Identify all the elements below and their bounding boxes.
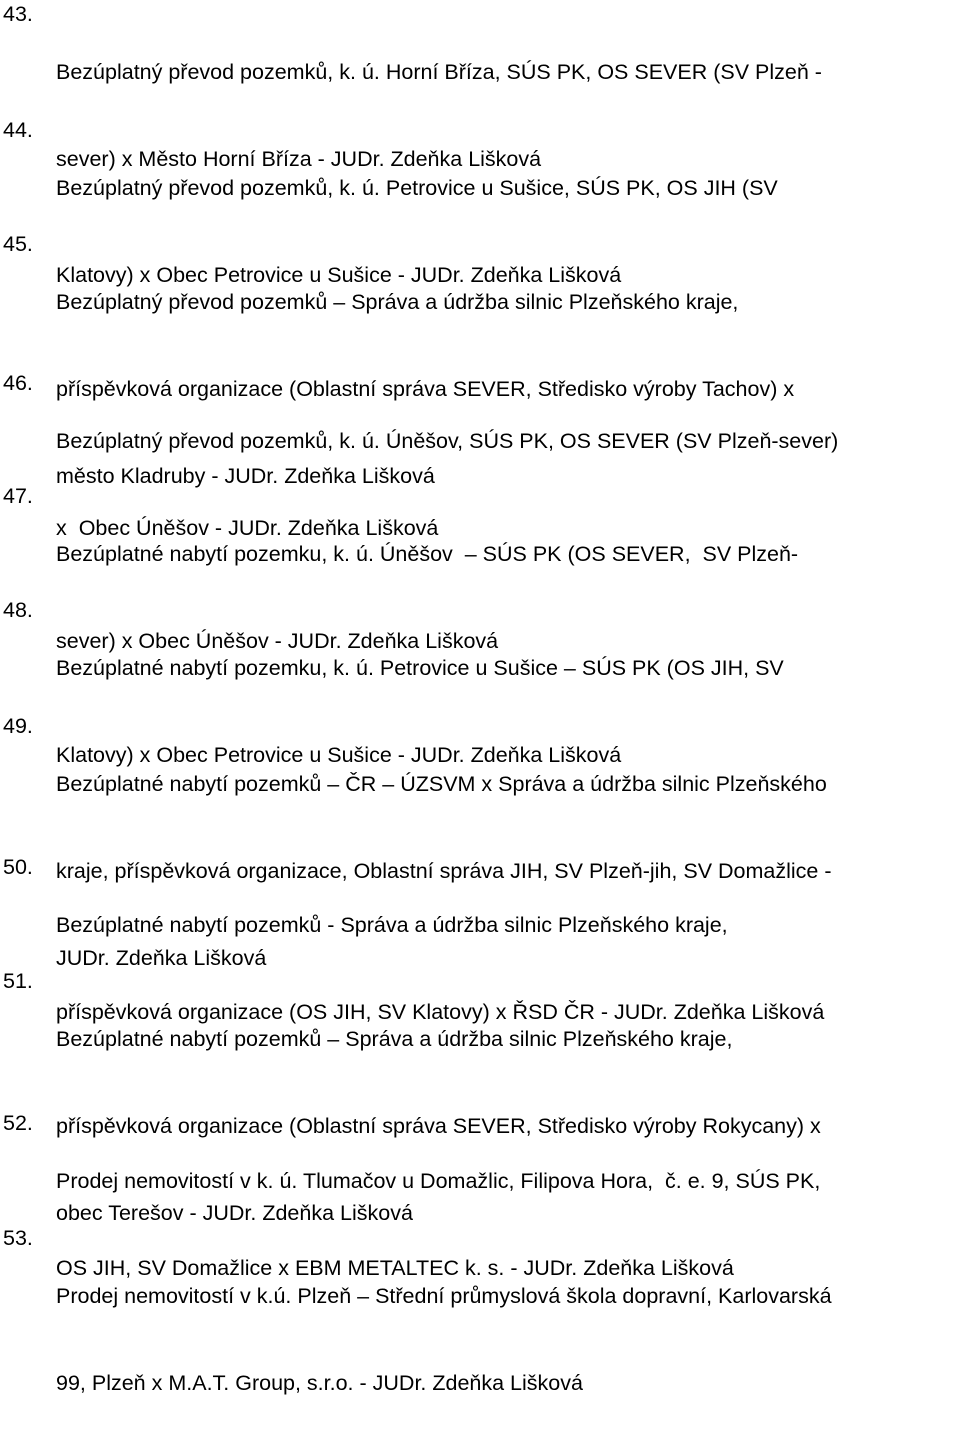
item-number: 49. <box>3 714 33 738</box>
item-text-line: Bezúplatné nabytí pozemku, k. ú. Petrovice u Sušice – SÚS PK (OS JIH, SV <box>56 656 784 680</box>
item-number: 47. <box>3 484 33 508</box>
item-text-line: obec Terešov - JUDr. Zdeňka Lišková <box>56 1201 413 1225</box>
list-item <box>0 1224 960 1456</box>
item-text-line: příspěvková organizace (OS JIH, SV Klatovy) x ŘSD ČR - JUDr. Zdeňka Lišková <box>56 1000 825 1024</box>
item-text-line: město Kladruby - JUDr. Zdeňka Lišková <box>56 464 435 488</box>
item-number: 44. <box>3 118 33 142</box>
item-text-line: Bezúplatný převod pozemků, k. ú. Úněšov, SÚS PK, OS SEVER (SV Plzeň-sever) <box>56 429 839 453</box>
item-text-line: Bezúplatné nabytí pozemků – Správa a údržba silnic Plzeňského kraje, <box>56 1027 733 1051</box>
item-number: 45. <box>3 232 33 256</box>
item-text-line: Bezúplatný převod pozemků – Správa a údržba silnic Plzeňského kraje, <box>56 290 739 314</box>
item-text <box>56 1224 956 1456</box>
item-text-line: x Obec Úněšov - JUDr. Zdeňka Lišková <box>56 516 439 540</box>
item-text-line: Bezúplatné nabytí pozemků – ČR – ÚZSVM x Správa a údržba silnic Plzeňského <box>56 772 827 796</box>
item-text-line: Prodej nemovitostí v k. ú. Tlumačov u Domažlic, Filipova Hora, č. e. 9, SÚS PK, <box>56 1169 821 1193</box>
item-text-line: Bezúplatný převod pozemků, k. ú. Petrovice u Sušice, SÚS PK, OS JIH (SV <box>56 176 778 200</box>
item-text-line: Klatovy) x Obec Petrovice u Sušice - JUDr. Zdeňka Lišková <box>56 743 622 767</box>
item-text-line: 99, Plzeň x M.A.T. Group, s.r.o. - JUDr. Zdeňka Lišková <box>56 1371 583 1395</box>
item-number: 46. <box>3 371 33 395</box>
item-number: 43. <box>3 2 33 26</box>
item-text-line: příspěvková organizace (Oblastní správa SEVER, Středisko výroby Tachov) x <box>56 377 795 401</box>
item-text-line: OS JIH, SV Domažlice x EBM METALTEC k. s. - JUDr. Zdeňka Lišková <box>56 1256 734 1280</box>
item-text-line: kraje, příspěvková organizace, Oblastní správa JIH, SV Plzeň-jih, SV Domažlice - <box>56 859 832 883</box>
item-number: 51. <box>3 969 33 993</box>
item-text-line: Klatovy) x Obec Petrovice u Sušice - JUDr. Zdeňka Lišková <box>56 263 622 287</box>
item-text-line: sever) x Město Horní Bříza - JUDr. Zdeňka Lišková <box>56 147 542 171</box>
item-text-line: JUDr. Zdeňka Lišková <box>56 946 267 970</box>
item-text-line: Bezúplatné nabytí pozemků - Správa a údržba silnic Plzeňského kraje, <box>56 913 728 937</box>
item-text-line: Bezúplatné nabytí pozemku, k. ú. Úněšov – SÚS PK (OS SEVER, SV Plzeň- <box>56 542 799 566</box>
item-text-line: příspěvková organizace (Oblastní správa SEVER, Středisko výroby Rokycany) x <box>56 1114 821 1138</box>
item-text-line: Bezúplatný převod pozemků, k. ú. Horní Bříza, SÚS PK, OS SEVER (SV Plzeň - <box>56 60 822 84</box>
item-number: 52. <box>3 1111 33 1135</box>
item-number: 50. <box>3 855 33 879</box>
item-number: 48. <box>3 598 33 622</box>
item-text-line: sever) x Obec Úněšov - JUDr. Zdeňka Lišková <box>56 629 499 653</box>
item-text-line: Prodej nemovitostí v k.ú. Plzeň – Střední průmyslová škola dopravní, Karlovarská <box>56 1284 832 1308</box>
item-number: 53. <box>3 1226 33 1250</box>
